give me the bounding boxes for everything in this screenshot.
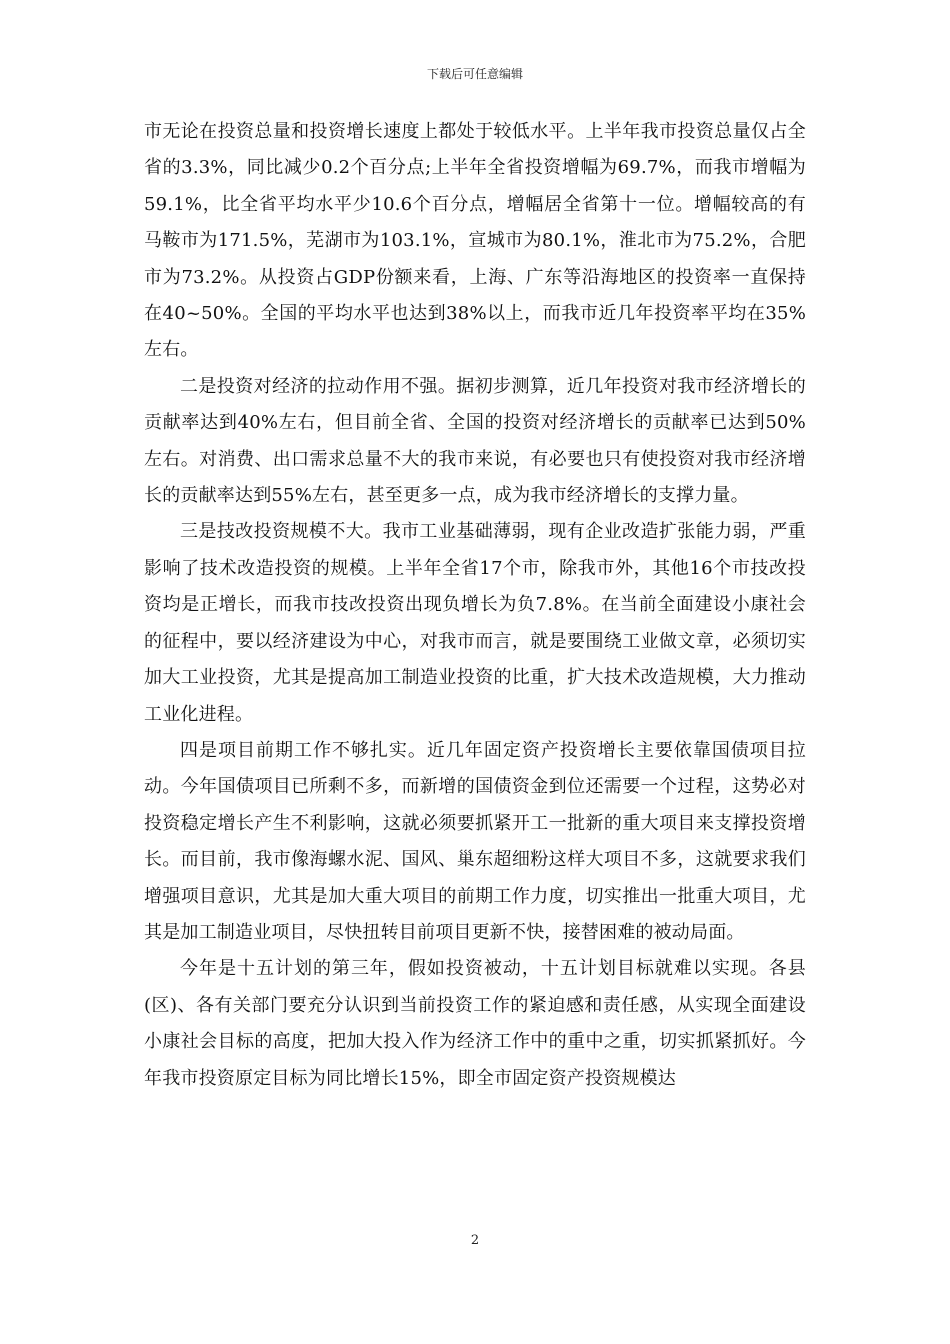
paragraph-project-preparation: 四是项目前期工作不够扎实。近几年固定资产投资增长主要依靠国债项目拉动。今年国债项目已所剩不多，而新增的国债资金到位还需要一个过程，这势必对投资稳定增长产生不利影响，这就必须要抓紧开工一批新的重大项目来支撑投资增长。而目前，我市像海螺水泥、国风、巢东超细粉这样大项目不多，这就要求我们增强项目意识，尤其是加大重大项目的前期工作力度，切实推出一批重大项目，尤其是加工制造业项目，尽快扭转目前项目更新不快，接替困难的被动局面。 xyxy=(144,739,806,943)
document-body xyxy=(144,114,806,1097)
paragraph-continued: 市无论在投资总量和投资增长速度上都处于较低水平。上半年我市投资总量仅占全省的3.3%，同比减少0.2个百分点;上半年全省投资增幅为69.7%，而我市增幅为59.1%，比全省平均水平少10.6个百分点，增幅居全省第十一位。增幅较高的有马鞍市为171.5%，芜湖市为103.1%，宣城市为80.1%，淮北市为75.2%，合肥市为73.2%。从投资占GDP份额来看，上海、广东等沿海地区的投资率一直保持在40~50%。全国的平均水平也达到38%以上，而我市近几年投资率平均在35%左右。 xyxy=(144,121,806,361)
paragraph-investment-pull: 二是投资对经济的拉动作用不强。据初步测算，近几年投资对我市经济增长的贡献率达到40%左右，但目前全省、全国的投资对经济增长的贡献率已达到50%左右。对消费、出口需求总量不大的我市来说，有必要也只有使投资对我市经济增长的贡献率达到55%左右，甚至更多一点，成为我市经济增长的支撑力量。 xyxy=(144,375,806,507)
page-number: 2 xyxy=(470,1233,480,1248)
page-header: 下载后可任意编辑 xyxy=(426,67,523,81)
paragraph-tech-renovation: 三是技改投资规模不大。我市工业基础薄弱，现有企业改造扩张能力弱，严重影响了技术改造投资的规模。上半年全省17个市，除我市外，其他16个市技改投资均是正增长，而我市技改投资出现负增长为负7.8%。在当前全面建设小康社会的征程中，要以经济建设为中心，对我市而言，就是要围绕工业做文章，必须切实加大工业投资，尤其是提高加工制造业投资的比重，扩大技术改造规模，大力推动工业化进程。 xyxy=(144,521,806,725)
paragraph-fifteenth-plan: 今年是十五计划的第三年，假如投资被动，十五计划目标就难以实现。各县(区)、各有关部门要充分认识到当前投资工作的紧迫感和责任感，从实现全面建设小康社会目标的高度，把加大投入作为经济工作中的重中之重，切实抓紧抓好。今年我市投资原定目标为同比增长15%，即全市固定资产投资规模达 xyxy=(144,958,806,1089)
